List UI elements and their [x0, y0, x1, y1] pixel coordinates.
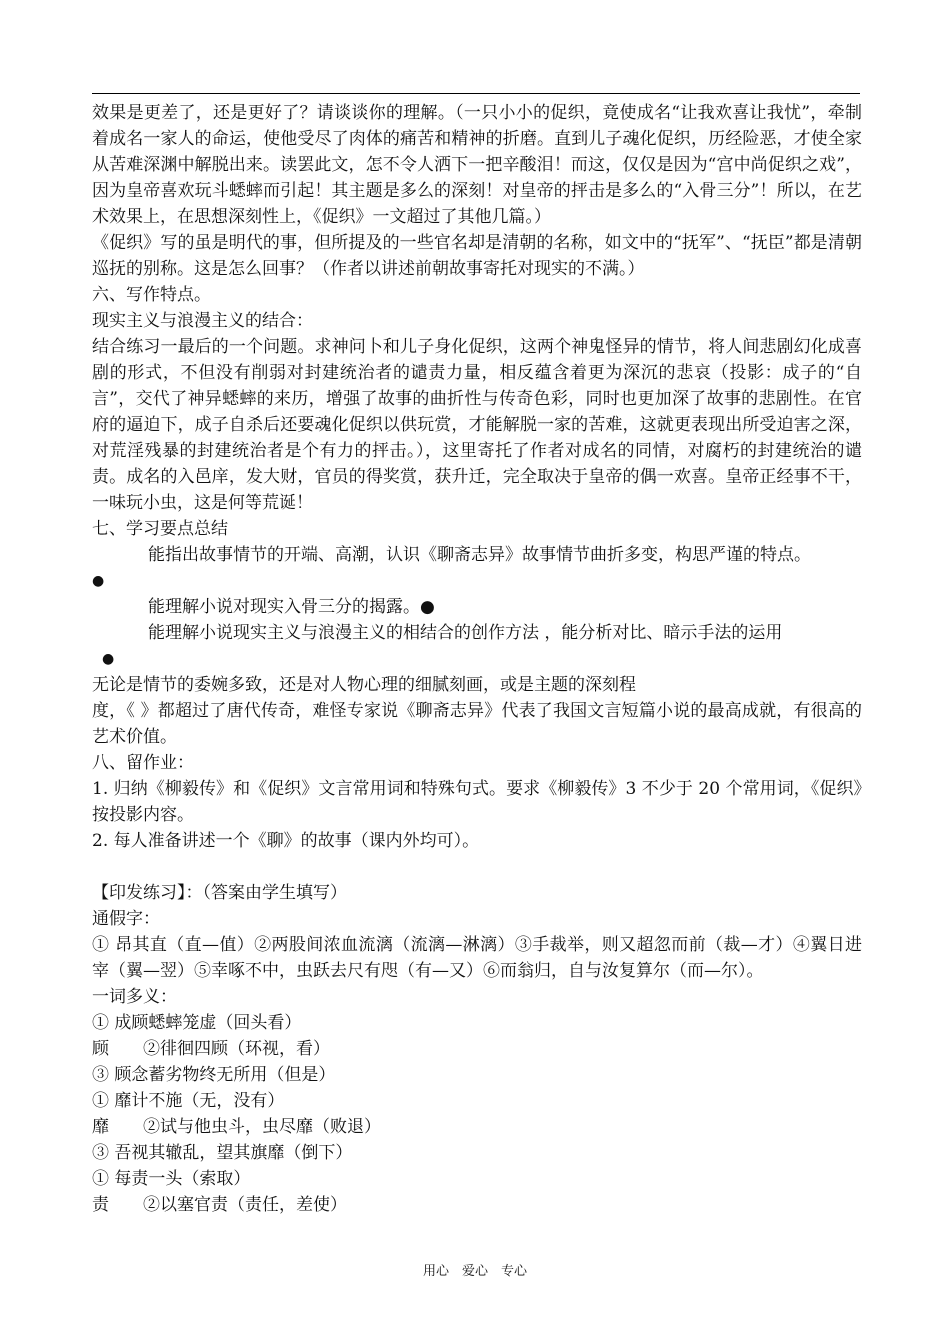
- paragraph-official-names: 《促织》写的虽是明代的事，但所提及的一些官名却是清朝的名称，如文中的“抚军”、“抚臣”都是清朝巡抚的别称。这是怎么回事？（作者以讲述前朝故事寄托对现实的不满。）: [92, 233, 862, 279]
- subheading-realism-romanticism: 现实主义与浪漫主义的结合：: [92, 311, 313, 331]
- summary-point-method: 能理解小说现实主义与浪漫主义的相结合的创作方法 ，能分析对比、暗示手法的运用: [148, 623, 783, 643]
- paragraph-effect-discussion: 效果是更差了，还是更好了？请谈谈你的理解。（一只小小的促织，竟使成名“让我欢喜让我忧”，牵制着成名一家人的命运，使他受尽了肉体的痛苦和精神的折磨。直到儿子魂化促织，历经险恶，才使全家从苦难深渊中解脱出来。读罢此文，怎不令人洒下一把辛酸泪！而这，仅仅是因为“宫中尚促织之戏”，因为皇帝喜欢玩斗蟋蟀而引起！其主题是多么的深刻！对皇帝的抨击是多么的“入骨三分”！所以，在艺术效果上，在思想深刻性上，《促织》一文超过了其他几篇。）: [92, 103, 862, 227]
- section-heading-summary: 七、学习要点总结: [92, 519, 228, 539]
- header-rule: [92, 93, 860, 94]
- bullet-icon: ●: [92, 573, 105, 589]
- page-footer: 用心 爱心 专心: [422, 1264, 527, 1279]
- homework-item-2: 2. 每人准备讲述一个《聊》的故事（课内外均可）。: [92, 831, 480, 851]
- bullet-icon: ●: [102, 651, 115, 667]
- paragraph-realism-romanticism: 结合练习一最后的一个问题。求神问卜和儿子身化促织，这两个神鬼怪异的情节，将人间悲剧幻化成喜剧的形式，不但没有削弱对封建统治者的谴责力量，相反蕴含着更为深沉的悲哀（投影：成子的“自言”，交代了神异蟋蟀的来历，增强了故事的曲折性与传奇色彩，同时也更加深了故事的悲剧性。在官府的逼迫下，成子自杀后还要魂化促织以供玩赏，才能解脱一家的苦难，这就更表现出所受迫害之深，对荒淫残暴的封建统治者是个有力的抨击。），这里寄托了作者对成名的同情，对腐朽的封建统治的谴责。成名的入邑庠，发大财，官员的得奖赏，获升迁，完全取决于皇帝的偶一欢喜。皇帝正经事不干，一味玩小虫，这是何等荒诞！: [92, 337, 862, 513]
- document-body: [92, 100, 862, 1218]
- subheading-polysemy: 一词多义：: [92, 987, 177, 1007]
- tongjiazi-list: ① 昂其直（直—值）②两股间浓血流漓（流漓—淋漓）③手裁举，则又超忽而前（裁—才）④翼日进宰（翼—翌）⑤幸啄不中，虫跃去尺有咫（有—又）⑥而翁归，自与汝复算尔（而—尔）。: [92, 935, 862, 981]
- polysemy-gu-3: ③ 顾念蓄劣物终无所用（但是）: [92, 1065, 336, 1085]
- homework-item-1: 1. 归纳《柳毅传》和《促织》文言常用词和特殊句式。要求《柳毅传》3 不少于 20 个常用词，《促织》按投影内容。: [92, 779, 862, 825]
- polysemy-ze-1: ① 每责一头（索取）: [92, 1169, 251, 1189]
- spacer: [92, 854, 862, 880]
- polysemy-mi-2: 靡 ②试与他虫斗，虫尽靡（败退）: [92, 1117, 381, 1137]
- polysemy-gu-2: 顾 ②徘徊四顾（环视，看）: [92, 1039, 330, 1059]
- polysemy-mi-3: ③ 吾视其辙乱，望其旗靡（倒下）: [92, 1143, 353, 1163]
- paragraph-conclusion-line1: 无论是情节的委婉多致，还是对人物心理的细腻刻画，或是主题的深刻程: [92, 675, 636, 695]
- section-heading-writing-features: 六、写作特点。: [92, 285, 211, 305]
- paragraph-conclusion-line2: 度，《 》都超过了唐代传奇，难怪专家说《聊斋志异》代表了我国文言短篇小说的最高成就，有很高的艺术价值。: [92, 701, 862, 747]
- summary-point-exposure: 能理解小说对现实入骨三分的揭露。●: [148, 597, 435, 617]
- polysemy-gu-1: ① 成顾蟋蟀笼虚（回头看）: [92, 1013, 302, 1033]
- polysemy-ze-2: 责 ②以塞官责（责任，差使）: [92, 1195, 347, 1215]
- exercise-heading: 【印发练习】：（答案由学生填写）: [92, 883, 347, 903]
- section-heading-homework: 八、留作业：: [92, 753, 194, 773]
- subheading-tongjiazi: 通假字：: [92, 909, 160, 929]
- polysemy-mi-1: ① 靡计不施（无，没有）: [92, 1091, 285, 1111]
- summary-point-plot: 能指出故事情节的开端、高潮，认识《聊斋志异》故事情节曲折多变，构思严谨的特点。: [148, 545, 811, 565]
